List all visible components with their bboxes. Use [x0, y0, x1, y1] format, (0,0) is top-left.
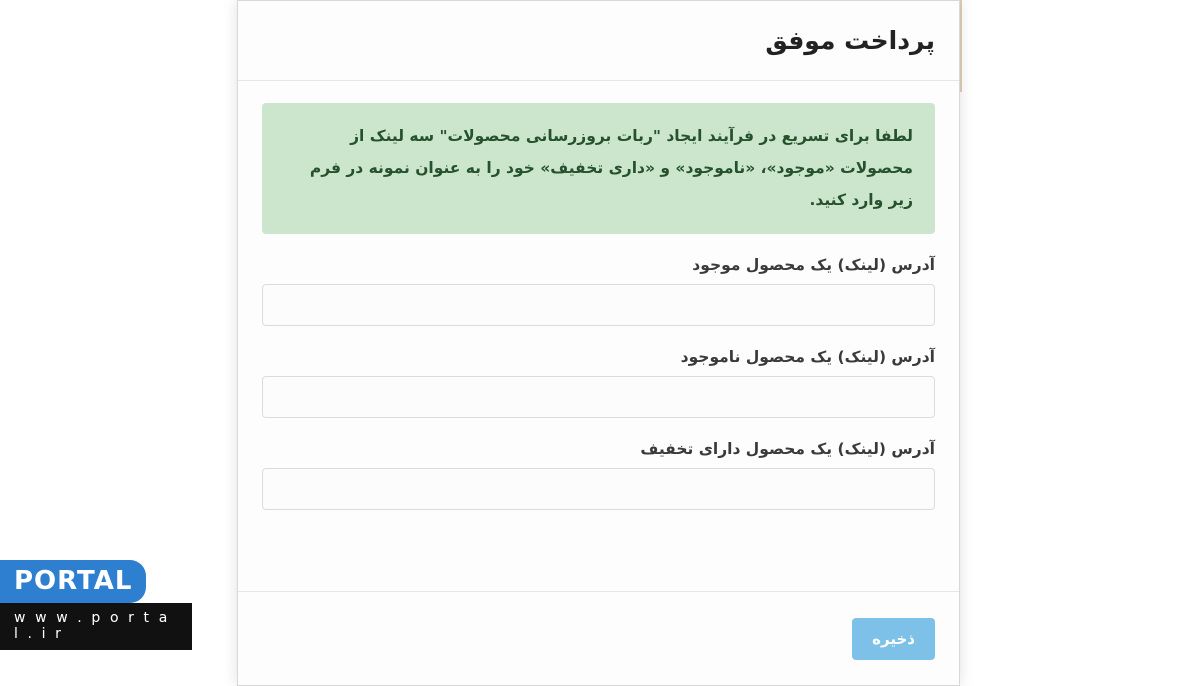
field-group-unavailable-product [262, 348, 935, 418]
input-available-product-url[interactable] [262, 284, 935, 326]
watermark-url: w w w . p o r t a l . i r [0, 603, 192, 650]
modal-body [238, 81, 959, 510]
payment-success-modal [237, 0, 960, 686]
modal-footer [238, 591, 959, 685]
info-alert [262, 103, 935, 234]
input-discounted-product-url[interactable] [262, 468, 935, 510]
watermark-brand: PORTAL [0, 560, 146, 603]
page-title: پرداخت موفق [765, 26, 935, 55]
field-group-available-product [262, 256, 935, 326]
label-available-product: آدرس (لینک) یک محصول موجود [692, 256, 935, 275]
label-unavailable-product: آدرس (لینک) یک محصول ناموجود [680, 348, 935, 367]
input-unavailable-product-url[interactable] [262, 376, 935, 418]
label-discounted-product: آدرس (لینک) یک محصول دارای تخفیف [640, 440, 935, 459]
field-group-discounted-product [262, 440, 935, 510]
watermark [0, 560, 192, 650]
modal-header [238, 1, 959, 81]
page-background-right [960, 0, 1200, 686]
info-alert-text: لطفا برای تسریع در فرآیند ایجاد "ربات بروزرسانی محصولات" سه لینک از محصولات «موجود»، «ناموجود» و «داری تخفیف» خود را به عنوان نمونه در فرم زیر وارد کنید. [309, 127, 913, 209]
save-button[interactable]: ذخیره [852, 618, 935, 660]
